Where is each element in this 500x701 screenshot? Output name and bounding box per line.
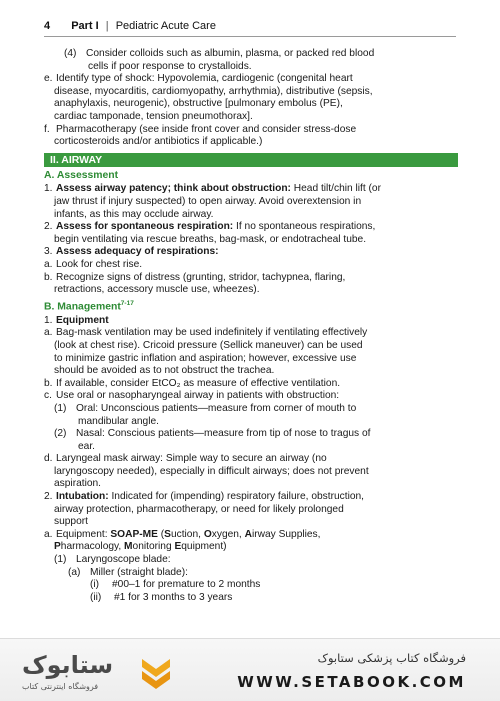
manage-line [44,491,458,504]
assess-line [44,234,458,247]
assess-line [44,246,458,259]
line-text: infants, as this may occlude airway. [54,208,214,220]
item-label: (a) [68,566,81,578]
item-label: c. [44,390,52,402]
manage-line [44,541,458,554]
manage-line [44,416,458,429]
line-text: Oral: Unconscious patients—measure from corner of mouth to [76,402,357,414]
store-footer-banner [0,638,500,701]
assess-line [44,183,458,196]
line-text: #1 for 3 months to 3 years [114,591,233,603]
header-separator: | [105,20,109,32]
line-text: Pharmacotherapy (see inside front cover and consider stress-dose [56,123,357,135]
manage-line [44,340,458,353]
manage-line [44,428,458,441]
manage-line [44,516,458,529]
line-text: Identify type of shock: Hypovolemia, cardiogenic (congenital heart [56,73,353,85]
line-text: retractions, accessory muscle use, wheezes). [54,284,260,296]
item-label: (ii) [90,591,102,603]
item-label: b. [44,377,53,389]
item-label: 2. [44,221,53,233]
assessment-block [44,183,458,296]
intro-line [44,98,458,111]
item-label: (2) [54,428,67,440]
manage-line [44,579,458,592]
manage-line [44,592,458,605]
line-text: Use oral or nasopharyngeal airway in patients with obstruction: [56,390,340,402]
manage-line [44,365,458,378]
line-text: Equipment [56,314,109,326]
assess-line [44,221,458,234]
line-text: Assess airway patency; think about obstruction: Head tilt/chin lift (or [56,183,381,195]
intro-line [44,136,458,149]
item-label: (1) [54,402,67,414]
item-label: a. [44,327,53,339]
line-text: #00–1 for premature to 2 months [112,579,261,591]
line-text: Laryngeal mask airway: Simple way to secure an airway (no [56,453,327,465]
manage-line [44,466,458,479]
line-text: Laryngoscope blade: [76,554,171,566]
manage-line [44,478,458,491]
line-text: Miller (straight blade): [90,566,188,578]
logo-wordmark: ستابوک [22,651,114,679]
chapter-title: Pediatric Acute Care [115,20,216,32]
assess-line [44,259,458,272]
intro-line [44,61,458,74]
line-text: to minimize gastric inflation and aspiration; however, excessive use [54,352,357,364]
page-body [44,48,458,604]
logo-tagline: فروشگاه اینترنتی کتاب [22,682,99,691]
line-text: Bag-mask ventilation may be used indefinitely if ventilating effectively [56,327,368,339]
manage-line [44,378,458,391]
manage-line [44,327,458,340]
item-label: 2. [44,491,53,503]
page-number: 4 [44,20,51,32]
line-text: Recognize signs of distress (grunting, stridor, tachypnea, flaring, [56,271,346,283]
item-label: f. [44,123,50,135]
line-text: disease, myocarditis, cardiomyopathy, arrhythmia), distributive (sepsis, [54,85,373,97]
item-label: (4) [64,48,77,59]
line-text: Pharmacology, Monitoring Equipment) [54,541,227,553]
running-header [44,18,456,34]
manage-line [44,453,458,466]
line-text: Nasal: Conscious patients—measure from tip of nose to tragus of [76,428,371,440]
line-text: cells if poor response to crystalloids. [88,60,252,72]
manage-line [44,504,458,517]
intro-line [44,86,458,99]
section-heading-bar: II. AIRWAY [44,153,458,167]
line-text: cardiac tamponade, tension pneumothorax]. [54,110,253,122]
manage-line [44,353,458,366]
intro-line [44,48,458,61]
item-label: d. [44,453,53,465]
store-url[interactable]: WWW.SETABOOK.COM [237,673,466,691]
management-heading: B. Management$^{7-17}$ [44,299,134,313]
line-text: mandibular angle. [78,415,159,427]
item-label: 1. [44,314,53,326]
manage-line [44,390,458,403]
manage-line [44,441,458,454]
intro-line [44,124,458,137]
item-label: (i) [90,579,100,591]
line-text: should be avoided as to not obstruct the trachea. [54,365,275,377]
line-text: Assess for spontaneous respiration: If no spontaneous respirations, [56,221,376,233]
intro-line [44,111,458,124]
assess-line [44,272,458,285]
manage-line [44,529,458,542]
line-text: airway protection, pharmacotherapy, or need for likely prolonged [54,503,344,515]
line-text: anaphylaxis, neurogenic), obstructive [pulmonary embolus (PE), [54,98,343,110]
line-text: If available, consider EtCO₂ as measure of effective ventilation. [56,377,341,389]
line-text: Intubation: Indicated for (impending) respiratory failure, obstruction, [56,491,364,503]
line-text: Assess adequacy of respirations: [56,246,219,258]
intro-line [44,73,458,86]
line-text: Consider colloids such as albumin, plasma, or packed red blood [86,48,375,59]
line-text: corticosteroids and/or antibiotics if applicable.) [54,136,263,148]
item-label: 1. [44,183,53,195]
item-label: b. [44,271,53,283]
line-text: begin ventilating via rescue breaths, bag-mask, or endotracheal tube. [54,233,367,245]
item-label: (1) [54,554,67,566]
item-label: 3. [44,246,53,258]
line-text: ear. [78,440,95,452]
management-block [44,315,458,605]
chevron-logo-icon [138,653,174,693]
header-rule [44,36,456,37]
line-text: jaw thrust if injury suspected) to open airway. Avoid overextension in [54,195,362,207]
manage-line [44,403,458,416]
line-text: Equipment: SOAP-ME (Suction, Oxygen, Airway Supplies, [56,528,321,540]
line-text: support [54,516,88,528]
item-label: a. [44,258,53,270]
assess-line [44,196,458,209]
line-text: laryngoscopy needed), especially in difficult airways; does not prevent [54,465,369,477]
part-label: Part I [71,20,99,32]
manage-line [44,567,458,580]
line-text: Look for chest rise. [56,258,143,270]
manage-line [44,554,458,567]
assessment-heading: A. Assessment [44,169,119,181]
item-label: a. [44,528,53,540]
assess-line [44,284,458,297]
line-text: (look at chest rise). Cricoid pressure (Sellick maneuver) can be used [54,339,363,351]
intro-block [44,48,458,149]
item-label: e. [44,73,53,85]
assess-line [44,209,458,222]
store-name: فروشگاه کتاب پزشکی ستابوک [317,651,466,665]
manage-line [44,315,458,328]
line-text: aspiration. [54,478,102,490]
store-logo [14,649,164,695]
